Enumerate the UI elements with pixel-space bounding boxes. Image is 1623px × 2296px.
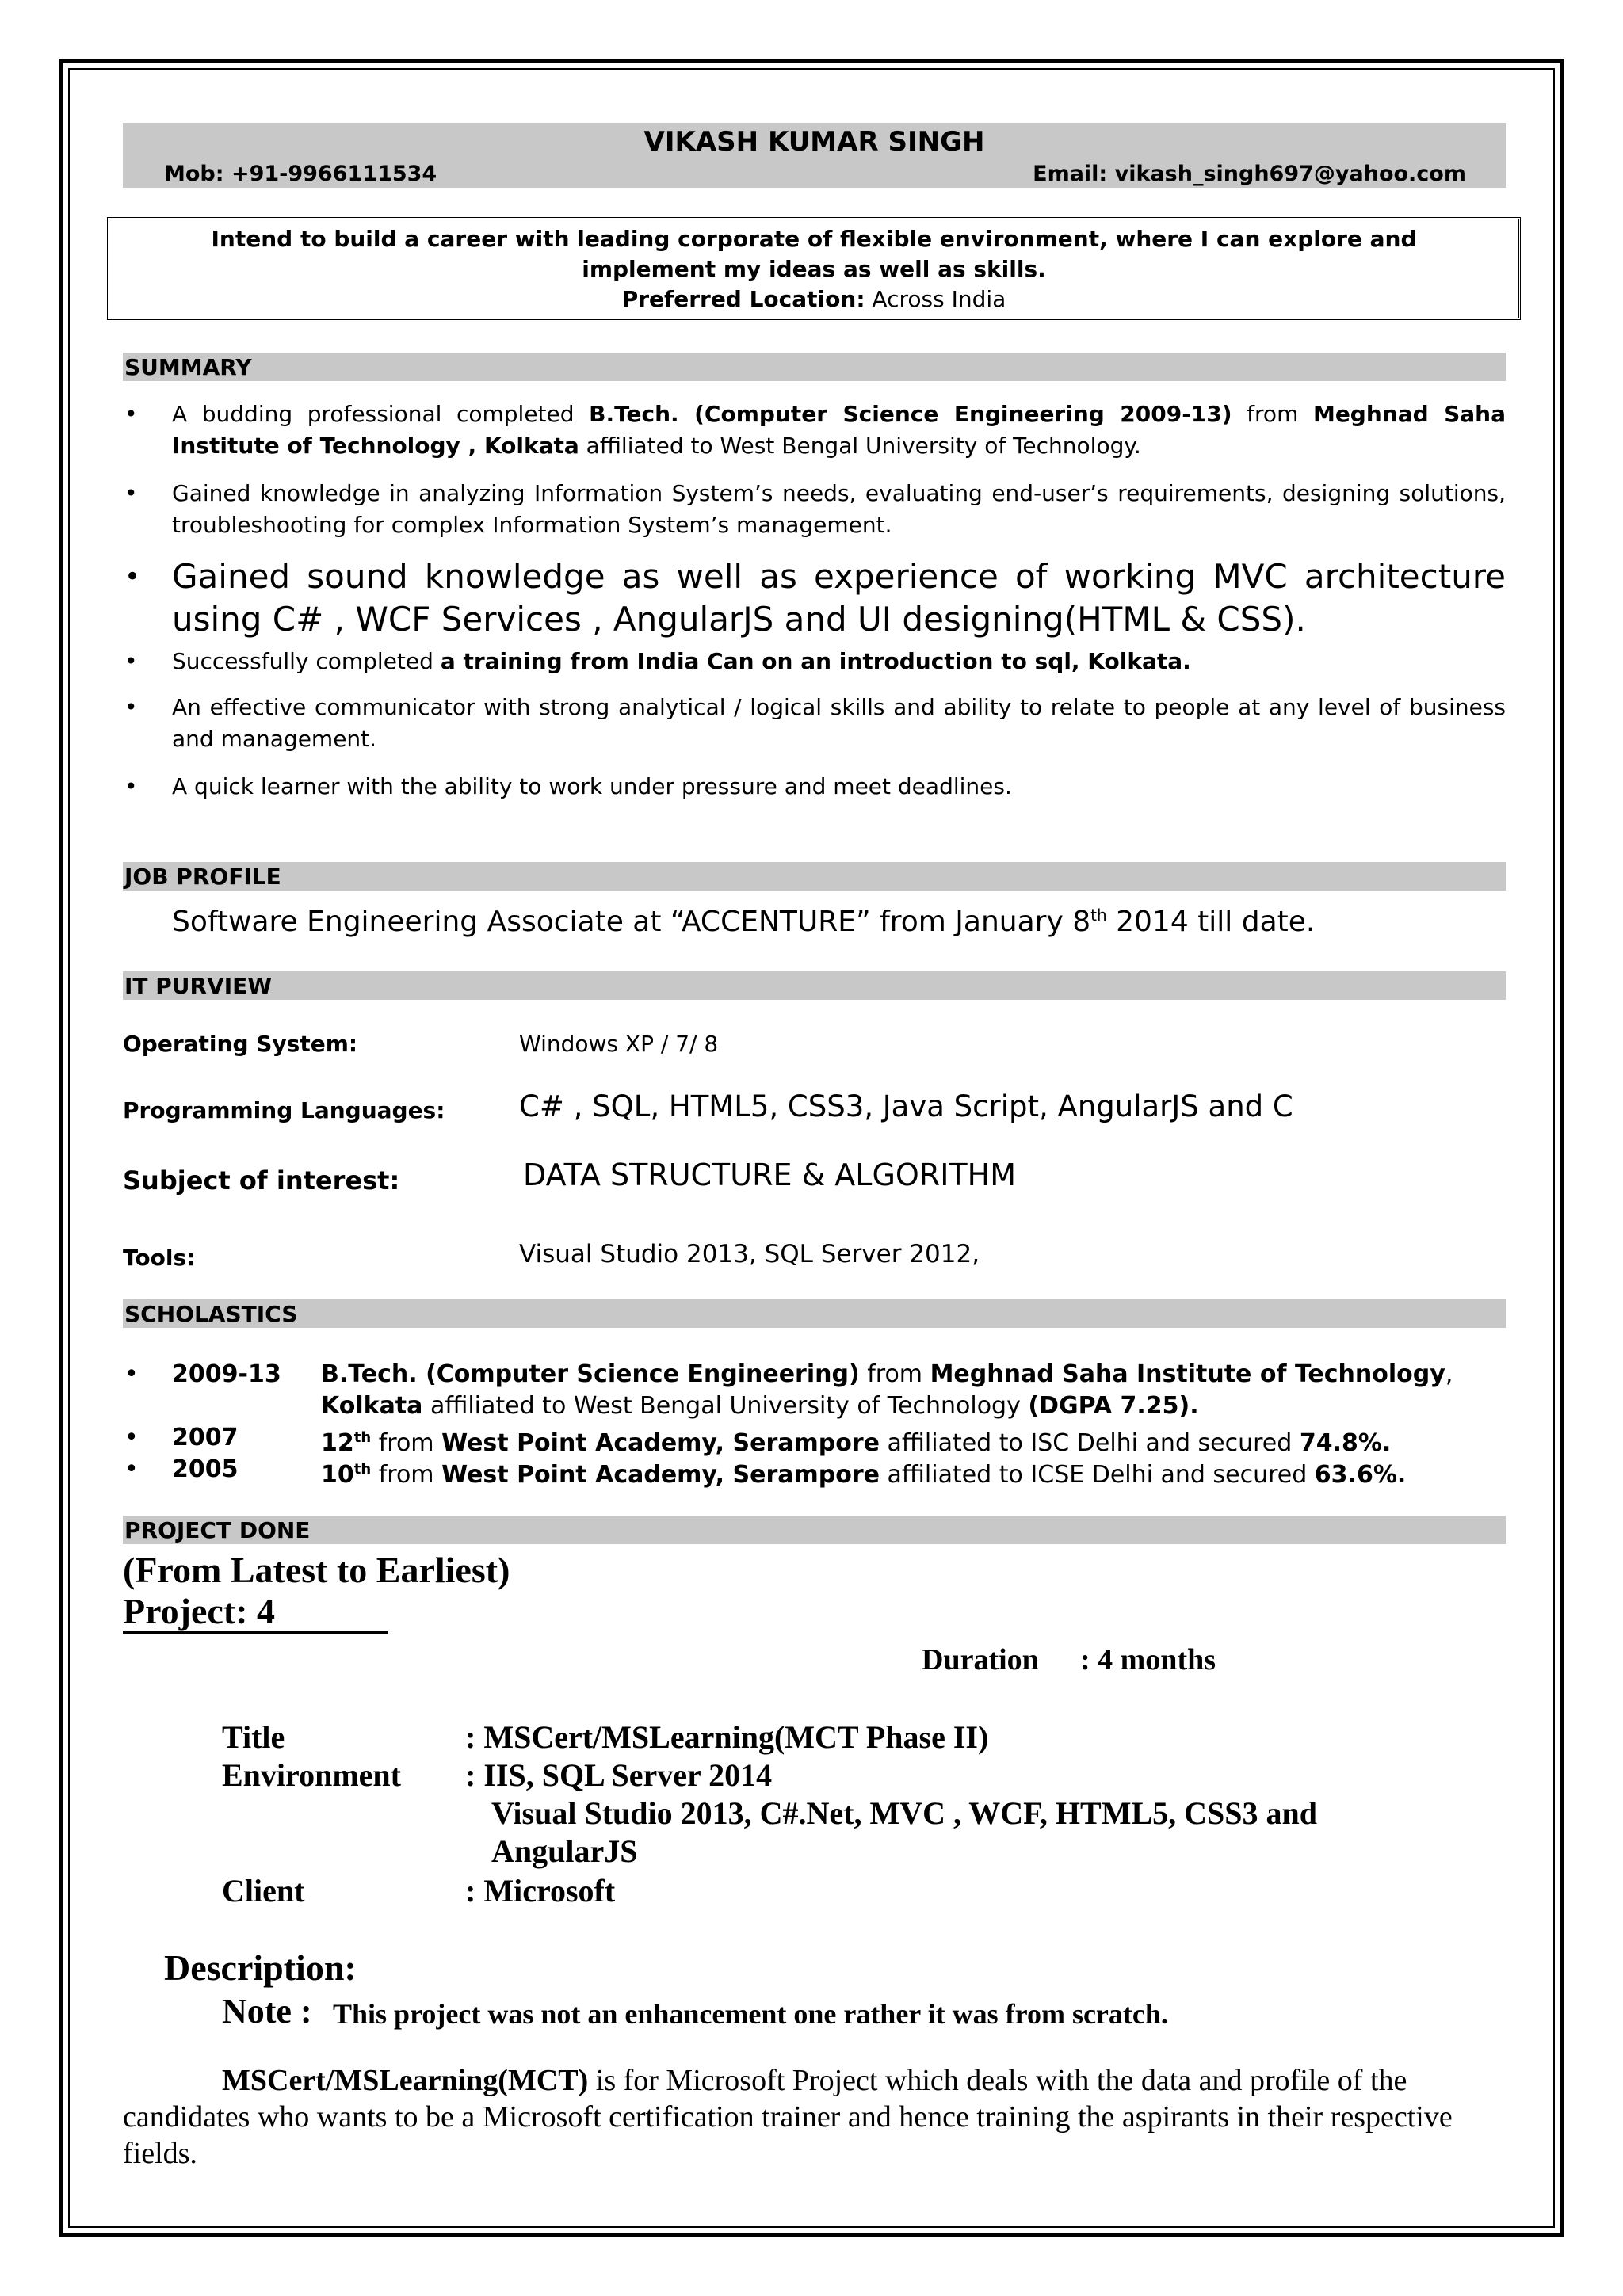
project-description-text: is for Microsoft Project which deals with the data and profile of the candidates who wants to be a Microsoft certification trainer and hence training the aspirants in their respective fields. — [123, 2064, 1453, 2170]
project-number: Project: 4 — [123, 1592, 388, 1634]
note-label: Note : — [222, 1992, 312, 2031]
summary-item — [123, 771, 1506, 803]
scholastic-degree: B.Tech. (Computer Science Engineering) — [321, 1360, 860, 1388]
mobile-number: Mob: +91-9966111534 — [164, 162, 437, 186]
scholastic-class-sup: th — [353, 1461, 372, 1478]
job-profile-text — [172, 906, 1315, 938]
job-text-sup: th — [1090, 906, 1107, 925]
summary-text: Gained knowledge in analyzing Information System’s needs, evaluating end-user’s requirements, designing solutions, troubleshooting for complex Information System’s management. — [172, 480, 1506, 538]
it-value-interest: DATA STRUCTURE & ALGORITHM — [523, 1158, 1016, 1192]
candidate-name: VIKASH KUMAR SINGH — [643, 126, 985, 158]
objective-box — [107, 217, 1521, 320]
bullet-icon: • — [124, 648, 138, 674]
scholastics-heading: SCHOLASTICS — [123, 1299, 1506, 1328]
scholastic-institute: Meghnad Saha Institute of Technology — [930, 1360, 1445, 1388]
preferred-location-value: Across India — [872, 286, 1006, 312]
it-label-os: Operating System: — [123, 1031, 358, 1057]
bullet-icon: • — [124, 773, 138, 799]
scholastic-text: affiliated to ISC Delhi and secured — [879, 1429, 1300, 1457]
project-done-heading: PROJECT DONE — [123, 1516, 1506, 1544]
scholastic-institute: West Point Academy, Serampore — [441, 1461, 880, 1489]
summary-text: affiliated to West Bengal University of Technology. — [579, 433, 1141, 459]
preferred-location — [622, 286, 1006, 312]
it-value-os: Windows XP / 7/ 8 — [519, 1031, 719, 1057]
bullet-icon: • — [124, 1424, 139, 1451]
bullet-icon: • — [124, 694, 138, 720]
note-text: This project was not an enhancement one rather it was from scratch. — [333, 1998, 1168, 2030]
preferred-location-label: Preferred Location: — [621, 286, 865, 312]
summary-degree: B.Tech. (Computer Science Engineering 2009-13) — [589, 401, 1232, 427]
summary-text: Gained sound knowledge as well as experience of working MVC architecture using C# , WCF Services , AngularJS and UI designing(HTML & CSS). — [172, 557, 1506, 639]
objective-line-2: implement my ideas as well as skills. — [582, 256, 1046, 282]
project-title-label: Title — [222, 1719, 285, 1755]
duration-label: Duration — [922, 1643, 1039, 1676]
summary-item — [123, 399, 1506, 462]
project-environment-value: : IIS, SQL Server 2014 — [465, 1757, 773, 1793]
summary-text: A budding professional completed — [172, 401, 590, 427]
scholastic-institute: West Point Academy, Serampore — [441, 1429, 880, 1457]
project-environment-label: Environment — [222, 1757, 401, 1793]
it-value-languages: C# , SQL, HTML5, CSS3, Java Script, AngularJS and C — [519, 1089, 1293, 1123]
bullet-icon: • — [124, 480, 138, 506]
scholastic-text: affiliated to ICSE Delhi and secured — [879, 1461, 1315, 1489]
project-name-bold: MSCert/MSLearning(MCT) — [222, 2064, 589, 2097]
bullet-icon: • — [124, 561, 141, 593]
summary-heading: SUMMARY — [123, 353, 1506, 381]
project-order-note: (From Latest to Earliest) — [123, 1550, 510, 1590]
summary-text: An effective communicator with strong analytical / logical skills and ability to relate to people at any level of business and management. — [172, 694, 1506, 752]
summary-item — [123, 478, 1506, 541]
objective-line-1: Intend to build a career with leading corporate of flexible environment, where I can explore and — [211, 226, 1417, 252]
scholastic-class: 12 — [321, 1429, 354, 1457]
it-purview-heading: IT PURVIEW — [123, 971, 1506, 1000]
summary-item — [123, 692, 1506, 755]
scholastic-grade: 63.6%. — [1314, 1461, 1407, 1489]
project-description — [123, 2062, 1506, 2172]
scholastic-year: 2005 — [172, 1455, 239, 1483]
project-environment-value: Visual Studio 2013, C#.Net, MVC , WCF, HTML5, CSS3 and — [491, 1795, 1318, 1831]
duration-value: : 4 months — [1080, 1643, 1216, 1676]
scholastic-year: 2009-13 — [172, 1360, 281, 1388]
scholastic-text: affiliated to West Bengal University of Technology — [422, 1392, 1029, 1420]
resume-header — [123, 123, 1506, 188]
job-text: Software Engineering Associate at “ACCENTURE” from January 8 — [172, 906, 1091, 938]
scholastic-city: Kolkata — [321, 1392, 423, 1420]
scholastic-text: , — [1445, 1360, 1453, 1388]
scholastic-year: 2007 — [172, 1424, 239, 1451]
scholastic-class-sup: th — [353, 1429, 372, 1446]
project-client-label: Client — [222, 1873, 305, 1909]
scholastic-text: from — [371, 1429, 442, 1457]
description-label: Description: — [164, 1947, 357, 1988]
it-label-languages: Programming Languages: — [123, 1097, 445, 1123]
summary-item — [123, 555, 1506, 641]
summary-training: a training from India Can on an introduction to sql, Kolkata. — [440, 648, 1191, 674]
it-label-tools: Tools: — [123, 1245, 196, 1271]
summary-item — [123, 646, 1506, 677]
summary-text: A quick learner with the ability to work under pressure and meet deadlines. — [172, 773, 1012, 799]
project-environment-value: AngularJS — [491, 1833, 638, 1869]
it-label-interest: Subject of interest: — [123, 1165, 400, 1196]
project-title-value: : MSCert/MSLearning(MCT Phase II) — [465, 1719, 989, 1755]
summary-text: Successfully completed — [172, 648, 441, 674]
job-profile-heading: JOB PROFILE — [123, 862, 1506, 891]
summary-text: from — [1232, 401, 1313, 427]
scholastic-text: from — [371, 1461, 442, 1489]
scholastic-grade: 74.8%. — [1299, 1429, 1392, 1457]
scholastic-class: 10 — [321, 1461, 354, 1489]
it-value-tools: Visual Studio 2013, SQL Server 2012, — [519, 1240, 980, 1268]
bullet-icon: • — [124, 1455, 139, 1483]
bullet-icon: • — [124, 401, 138, 427]
email-address: Email: vikash_singh697@yahoo.com — [1033, 162, 1466, 186]
summary-institute: Meghnad Saha Institute of Technology , Kolkata — [172, 401, 1506, 459]
job-text: 2014 till date. — [1106, 906, 1316, 938]
scholastic-item — [123, 1359, 1506, 1422]
bullet-icon: • — [124, 1360, 139, 1388]
scholastic-text: from — [859, 1360, 930, 1388]
scholastic-grade: (DGPA 7.25). — [1028, 1392, 1199, 1420]
project-client-value: : Microsoft — [465, 1873, 616, 1909]
